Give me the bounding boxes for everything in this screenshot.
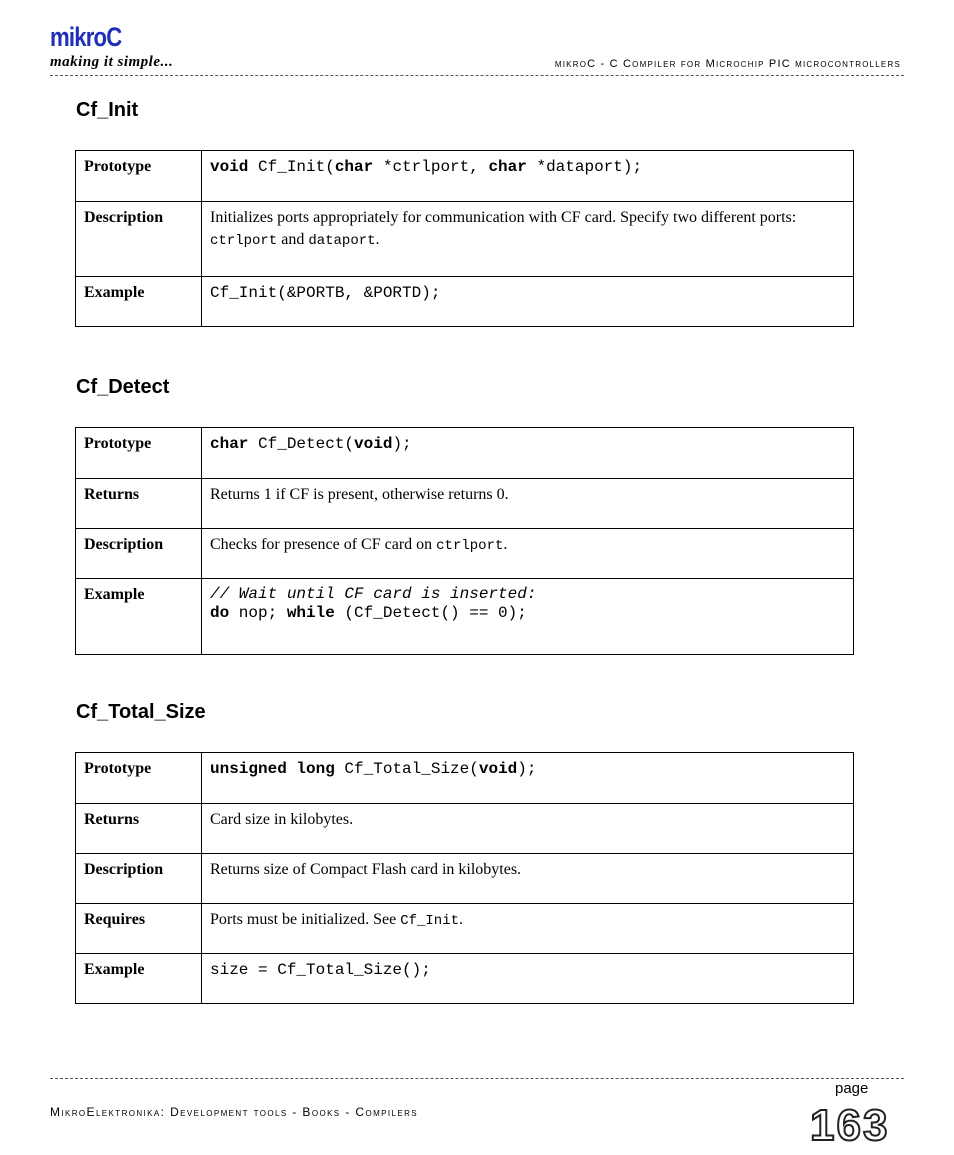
code-keyword: char — [488, 158, 527, 176]
prototype-value — [202, 428, 854, 479]
requires-row — [76, 904, 854, 954]
example-row — [76, 954, 854, 1004]
requires-text: Ports must be initialized. See — [210, 911, 401, 928]
code-keyword: do — [210, 604, 230, 622]
page-label: page — [835, 1080, 869, 1097]
description-label: Description — [76, 529, 202, 579]
cf-detect-table — [75, 427, 854, 655]
prototype-row — [76, 428, 854, 479]
footer-divider — [50, 1078, 904, 1079]
code-cf-init-ref: Cf_Init — [400, 913, 460, 929]
code-text: ); — [517, 760, 537, 778]
code-comment: // Wait until CF card is inserted: — [210, 585, 537, 603]
code-text: Cf_Total_Size( — [334, 760, 479, 778]
cf-init-table — [75, 150, 854, 327]
description-text: Initializes ports appropriately for communication with CF card. Specify two different ports: — [210, 209, 797, 226]
code-keyword: void — [354, 435, 393, 453]
returns-label: Returns — [76, 479, 202, 529]
example-value: Cf_Init(&PORTB, &PORTD); — [202, 277, 854, 327]
description-label: Description — [76, 854, 202, 904]
example-row — [76, 579, 854, 655]
example-row — [76, 277, 854, 327]
code-line — [210, 604, 845, 623]
footer-text: MikroElektronika: Development tools - Books - Compilers — [50, 1105, 419, 1119]
code-text: (Cf_Detect() == 0); — [334, 604, 527, 622]
code-keyword: while — [286, 604, 335, 622]
example-value — [202, 579, 854, 655]
requires-label: Requires — [76, 904, 202, 954]
requires-value — [202, 904, 854, 954]
code-keyword: void — [478, 760, 518, 778]
returns-row — [76, 479, 854, 529]
code-text: Cf_Init( — [248, 158, 335, 176]
header-title: mikroC - C Compiler for Microchip PIC microcontrollers — [554, 58, 901, 70]
description-text: . — [375, 231, 380, 248]
code-keyword: unsigned long — [210, 760, 335, 778]
prototype-label: Prototype — [76, 753, 202, 804]
code-keyword: char — [334, 158, 374, 176]
description-value: Returns size of Compact Flash card in kilobytes. — [202, 854, 854, 904]
description-row — [76, 529, 854, 579]
prototype-label: Prototype — [76, 428, 202, 479]
description-row — [76, 854, 854, 904]
example-label: Example — [76, 277, 202, 327]
code-ctrlport: ctrlport — [210, 233, 278, 249]
prototype-row — [76, 753, 854, 804]
code-ctrlport: ctrlport — [436, 538, 504, 554]
code-keyword: char — [210, 435, 249, 453]
mikroc-logo: mikroC — [50, 22, 122, 52]
example-label: Example — [76, 579, 202, 655]
returns-value: Card size in kilobytes. — [202, 804, 854, 854]
section-title-cf-detect: Cf_Detect — [76, 376, 170, 398]
description-value — [202, 529, 854, 579]
returns-value: Returns 1 if CF is present, otherwise returns 0. — [202, 479, 854, 529]
section-title-cf-total-size: Cf_Total_Size — [76, 701, 206, 723]
description-label: Description — [76, 202, 202, 277]
prototype-value — [202, 753, 854, 804]
description-row — [76, 202, 854, 277]
code-text: ); — [392, 435, 412, 453]
code-text: *ctrlport, — [373, 158, 489, 176]
description-text: and — [277, 231, 309, 248]
description-text: . — [503, 536, 508, 553]
cf-total-size-table — [75, 752, 854, 1004]
section-title-cf-init: Cf_Init — [76, 99, 139, 121]
returns-row — [76, 804, 854, 854]
description-value — [202, 202, 854, 277]
returns-label: Returns — [76, 804, 202, 854]
code-keyword: void — [210, 158, 249, 176]
page-number: 163 — [810, 1101, 890, 1150]
tagline: making it simple... — [50, 54, 174, 70]
code-text: nop; — [229, 604, 287, 622]
description-text: Checks for presence of CF card on — [210, 536, 437, 553]
prototype-value — [202, 151, 854, 202]
code-dataport: dataport — [308, 233, 376, 249]
example-label: Example — [76, 954, 202, 1004]
code-text: Cf_Detect( — [248, 435, 355, 453]
code-text: *dataport); — [526, 158, 643, 176]
header-divider — [50, 75, 904, 76]
example-value: size = Cf_Total_Size(); — [202, 954, 854, 1004]
prototype-row — [76, 151, 854, 202]
prototype-label: Prototype — [76, 151, 202, 202]
requires-text: . — [459, 911, 464, 928]
